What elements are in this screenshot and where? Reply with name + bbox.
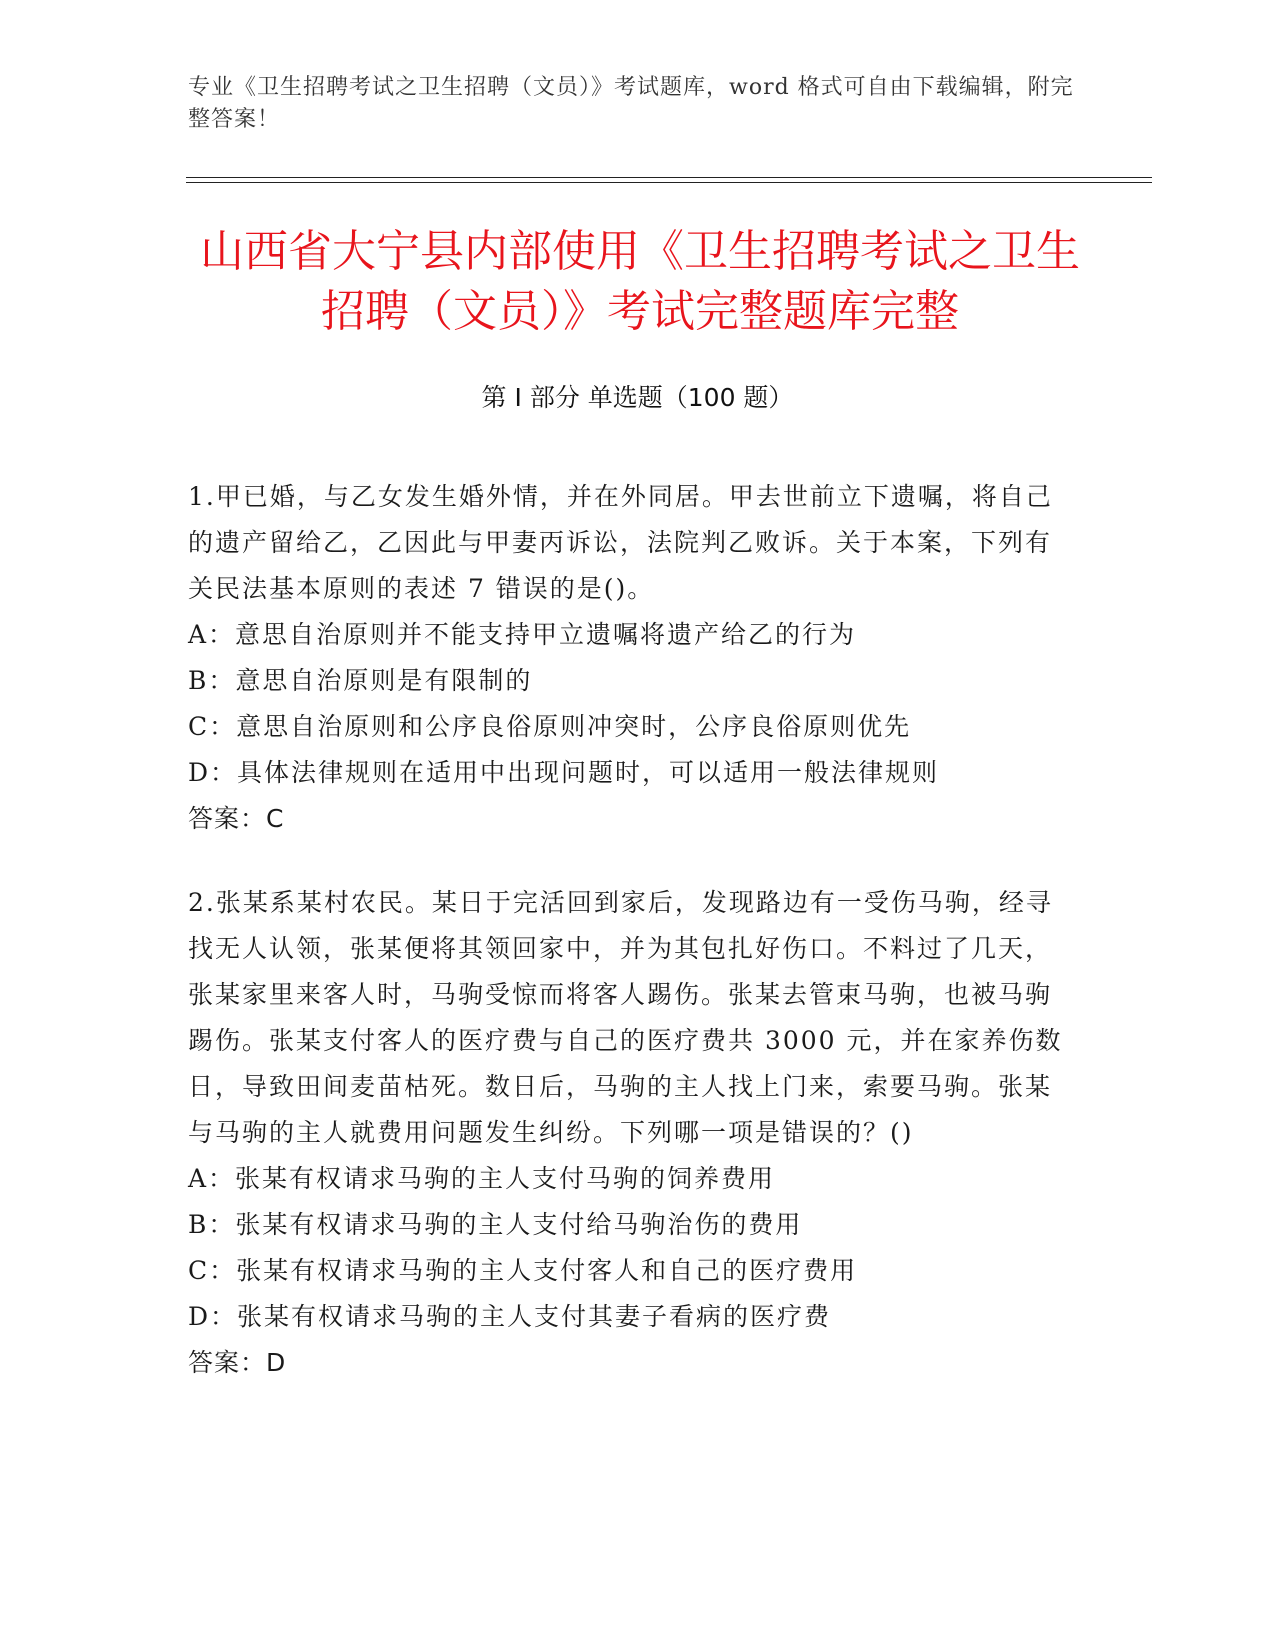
header-divider-bottom: [186, 182, 1152, 183]
option-c: C：张某有权请求马驹的主人支付客人和自己的医疗费用: [188, 1256, 858, 1285]
answer-label: 答案：C: [188, 804, 285, 833]
option-a: A：张某有权请求马驹的主人支付马驹的饲养费用: [188, 1164, 776, 1193]
section-heading: 第 I 部分 单选题（100 题）: [481, 383, 794, 412]
option-b: B：张某有权请求马驹的主人支付给马驹治伤的费用: [188, 1210, 803, 1239]
option-c: C：意思自治原则和公序良俗原则冲突时，公序良俗原则优先: [188, 712, 912, 741]
question-item: [188, 880, 1068, 1386]
option-d: D：具体法律规则在适用中出现问题时，可以适用一般法律规则: [188, 758, 940, 787]
option-d: D：张某有权请求马驹的主人支付其妻子看病的医疗费: [188, 1302, 832, 1331]
question-stem: 2.张某系某村农民。某日于完活回到家后，发现路边有一受伤马驹，经寻找无人认领，张某便将其领回家中，并为其包扎好伤口。不料过了几天，张某家里来客人时，马驹受惊而将客人踢伤。张某去管束马驹，也被马驹踢伤。张某支付客人的医疗费与自己的医疗费共 3000 元，并在家养伤数日，导致田间麦苗枯死。数日后，马驹的主人找上门来，索要马驹。张某与马驹的主人就费用问题发生纠纷。下列哪一项是错误的？(): [188, 888, 1063, 1147]
option-a: A：意思自治原则并不能支持甲立遗嘱将遗产给乙的行为: [188, 620, 857, 649]
header-note: 专业《卫生招聘考试之卫生招聘（文员）》考试题库，word 格式可自由下载编辑，附完整答案！: [188, 75, 1074, 132]
question-stem: 1.甲已婚，与乙女发生婚外情，并在外同居。甲去世前立下遗嘱，将自己的遗产留给乙，乙因此与甲妻丙诉讼，法院判乙败诉。关于本案，下列有关民法基本原则的表述 7 错误的是()。: [188, 482, 1053, 603]
answer-label: 答案：D: [188, 1348, 287, 1377]
question-item: [188, 474, 1068, 842]
header-divider-top: [186, 177, 1152, 178]
document-title: 山西省大宁县内部使用《卫生招聘考试之卫生招聘（文员）》考试完整题库完整: [200, 226, 1080, 337]
option-b: B：意思自治原则是有限制的: [188, 666, 533, 695]
